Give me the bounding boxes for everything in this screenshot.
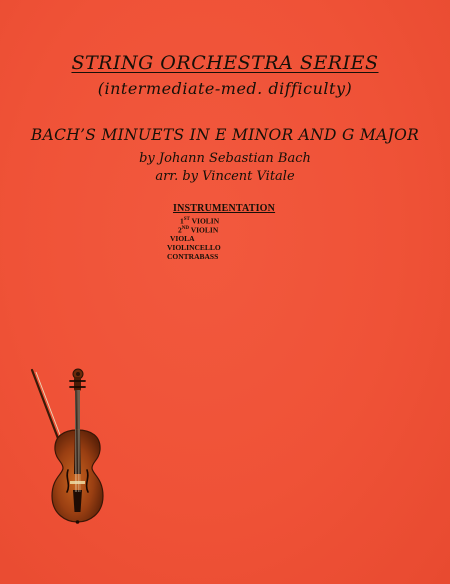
composer-credit: by Johann Sebastian Bach <box>139 151 311 166</box>
instrument-item-contrabass: CONTRABASS <box>167 252 219 261</box>
instrumentation-heading: INSTRUMENTATION <box>173 203 276 214</box>
instrument-item-first-violin: 1ST VIOLIN <box>180 216 220 226</box>
violin-and-bow-icon <box>28 362 108 527</box>
piece-title: BACH’S MINUETS IN E MINOR AND G MAJOR <box>30 126 420 144</box>
difficulty-label: (intermediate-med. difficulty) <box>97 79 353 98</box>
instrument-item-violoncello: VIOLINCELLO <box>167 243 221 252</box>
series-title: STRING ORCHESTRA SERIES <box>71 52 379 74</box>
instrument-item-second-violin: 2ND VIOLIN <box>178 225 219 235</box>
arranger-credit: arr. by Vincent Vitale <box>155 169 295 184</box>
instrument-item-viola: VIOLA <box>170 234 195 243</box>
